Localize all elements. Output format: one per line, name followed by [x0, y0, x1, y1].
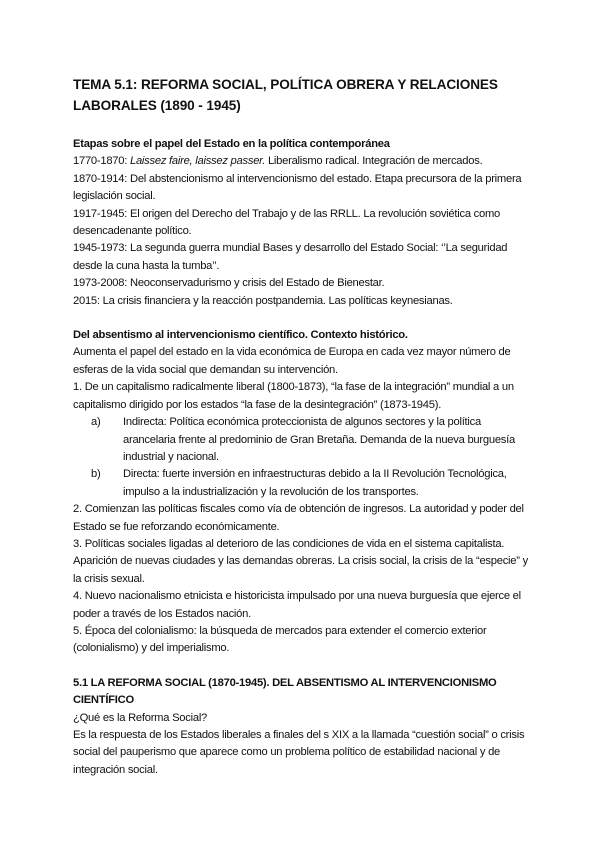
reforma-answer: Es la respuesta de los Estados liberales a finales del s XIX a la llamada “cuestión social” o crisis social del pauperismo que aparece como un problema político de estabilidad nacional y de integración social. — [73, 729, 525, 776]
etapa-text: Liberalismo radical. Integración de mercados. — [265, 155, 483, 168]
etapa-item — [73, 275, 535, 292]
etapa-period: 2015: — [73, 294, 100, 307]
absentismo-point: 2. Comienzan las políticas fiscales como vía de obtención de ingresos. La autoridad y poder del Estado se fue reforzando económicamente. — [73, 503, 524, 533]
reforma-section — [73, 675, 535, 779]
sublist-marker: a) — [91, 416, 101, 429]
etapa-period: 1870-1914: — [73, 172, 128, 185]
etapa-item — [73, 240, 535, 275]
etapa-text: Del abstencionismo al intervencionismo del estado. Etapa precursora de la primera legislación social. — [73, 172, 522, 203]
etapa-period: 1770-1870: — [73, 155, 128, 168]
etapa-period: 1945-1973: — [73, 242, 128, 255]
absentismo-point: 5. Época del colonialismo: la búsqueda de mercados para extender el comercio exterior (colonialismo) y del imperialismo. — [73, 624, 487, 655]
reforma-question: ¿Qué es la Reforma Social? — [73, 711, 208, 724]
sublist-marker: b) — [91, 468, 101, 481]
etapas-section — [73, 136, 535, 310]
section-spacer — [73, 310, 535, 327]
document-body — [73, 74, 535, 779]
absentismo-heading: Del absentismo al intervencionismo científico. Contexto histórico. — [73, 329, 408, 342]
etapa-text: Neoconservadurismo y crisis del Estado de Bienestar. — [127, 277, 385, 290]
etapa-item — [73, 171, 535, 206]
etapa-period: 1973-2008: — [73, 277, 128, 290]
absentismo-point: 3. Políticas sociales ligadas al deterioro de las condiciones de vida en el sistema capitalista. Aparición de nuevas ciudades y las demandas obreras. La crisis social, la crisis de la “especie” y la crisis sexual. — [73, 537, 528, 585]
etapa-text: La crisis financiera y la reacción postpandemia. Las políticas keynesianas. — [99, 294, 453, 307]
sublist-text: Indirecta: Política económica proteccionista de algunos sectores y la política arancelaria frente al predominio de Gran Bretaña. Demanda de la nueva burguesía industrial y nacional. — [123, 416, 515, 463]
sublist-item — [73, 466, 535, 501]
etapa-period: 1917-1945: — [73, 207, 128, 220]
etapa-item — [73, 206, 535, 241]
section-spacer — [73, 658, 535, 675]
etapa-item — [73, 153, 535, 170]
etapa-item — [73, 293, 535, 310]
etapa-text: La segunda guerra mundial Bases y desarrollo del Estado Social: ‘’La seguridad desde la cuna hasta la tumba’’. — [73, 242, 508, 272]
absentismo-point: 4. Nuevo nacionalismo etnicista e historicista impulsado por una nueva burguesía que ejerce el poder a través de los Estados nación. — [73, 590, 521, 620]
etapas-heading: Etapas sobre el papel del Estado en la política contemporánea — [73, 138, 390, 150]
sublist-item — [73, 414, 535, 466]
sublist-text: Directa: fuerte inversión en infraestructuras debido a la II Revolución Tecnológica, impulso a la industrialización y la revolución de los transportes. — [123, 468, 507, 498]
etapa-italic-text: Laissez faire, laissez passer. — [129, 155, 266, 168]
absentismo-intro: Aumenta el papel del estado en la vida económica de Europa en cada vez mayor número de esferas de la vida social que demandan su intervención. — [73, 346, 511, 376]
reforma-heading: 5.1 LA REFORMA SOCIAL (1870-1945). DEL ABSENTISMO AL INTERVENCIONISMO CIENTÍFICO — [73, 676, 497, 707]
etapa-text: El origen del Derecho del Trabajo y de las RRLL. La revolución soviética como desencadenante político. — [73, 207, 501, 238]
absentismo-sublist — [73, 414, 535, 501]
document-title: TEMA 5.1: REFORMA SOCIAL, POLÍTICA OBRERA Y RELACIONES LABORALES (1890 - 1945) — [73, 77, 498, 113]
absentismo-section — [73, 327, 535, 658]
absentismo-point-1: 1. De un capitalismo radicalmente liberal (1800-1873), “la fase de la integración” mundial a un capitalismo dirigido por los estados “la fase de la desintegración” (1873-1945). — [73, 381, 514, 411]
